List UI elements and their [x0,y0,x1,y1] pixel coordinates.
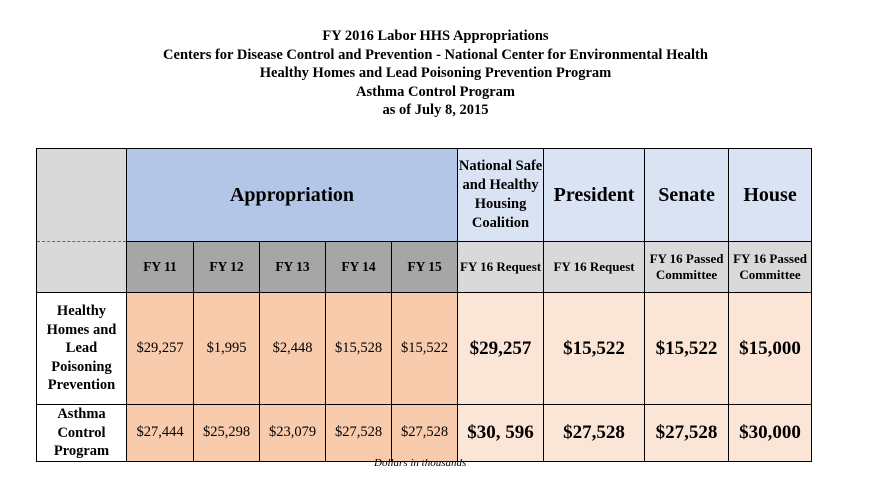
title-line-4: Asthma Control Program [356,83,515,100]
value-cell: $15,522 [392,293,458,405]
col-header-fy11: FY 11 [127,242,194,293]
value-cell: $29,257 [458,293,544,405]
group-header-row [37,149,812,242]
corner-cell-lower [37,242,127,293]
fiscal-year-header-row [37,242,812,293]
value-cell: $27,528 [392,405,458,462]
page-title [0,27,871,120]
table-row [37,405,812,462]
value-cell: $27,444 [127,405,194,462]
footnote: Dollars in thousands [374,457,467,469]
value-cell: $15,528 [326,293,392,405]
value-cell: $27,528 [326,405,392,462]
row-label-asthma: Asthma Control Program [37,405,127,462]
senate-header: Senate [645,149,729,242]
value-cell: $15,522 [544,293,645,405]
title-line-3: Healthy Homes and Lead Poisoning Prevention Program [259,65,612,81]
value-cell: $1,995 [194,293,260,405]
value-cell: $15,000 [729,293,812,405]
col-header-fy15: FY 15 [392,242,458,293]
appropriations-table [36,148,812,462]
value-cell: $27,528 [645,405,729,462]
house-header: House [729,149,812,242]
value-cell: $29,257 [127,293,194,405]
title-line-2: Centers for Disease Control and Prevention - National Center for Environmental Health [163,46,708,63]
value-cell: $2,448 [260,293,326,405]
col-header-president-request: FY 16 Request [544,242,645,293]
col-header-fy12: FY 12 [194,242,260,293]
president-header: President [544,149,645,242]
row-label-healthy-homes: Healthy Homes and Lead Poisoning Prevention [37,293,127,405]
col-header-fy13: FY 13 [260,242,326,293]
title-line-1: FY 2016 Labor HHS Appropriations [322,28,549,44]
nshh-header: National Safe and Healthy Housing Coalition [458,149,544,242]
value-cell: $15,522 [645,293,729,405]
col-header-house-committee: FY 16 Passed Committee [729,242,812,293]
corner-cell [37,149,127,242]
col-header-fy14: FY 14 [326,242,392,293]
col-header-senate-committee: FY 16 Passed Committee [645,242,729,293]
value-cell: $25,298 [194,405,260,462]
appropriation-header: Appropriation [127,149,458,242]
col-header-nshh-request: FY 16 Request [458,242,544,293]
value-cell: $30, 596 [458,405,544,462]
value-cell: $23,079 [260,405,326,462]
table-row [37,293,812,405]
value-cell: $30,000 [729,405,812,462]
title-line-5: as of July 8, 2015 [382,102,489,118]
value-cell: $27,528 [544,405,645,462]
